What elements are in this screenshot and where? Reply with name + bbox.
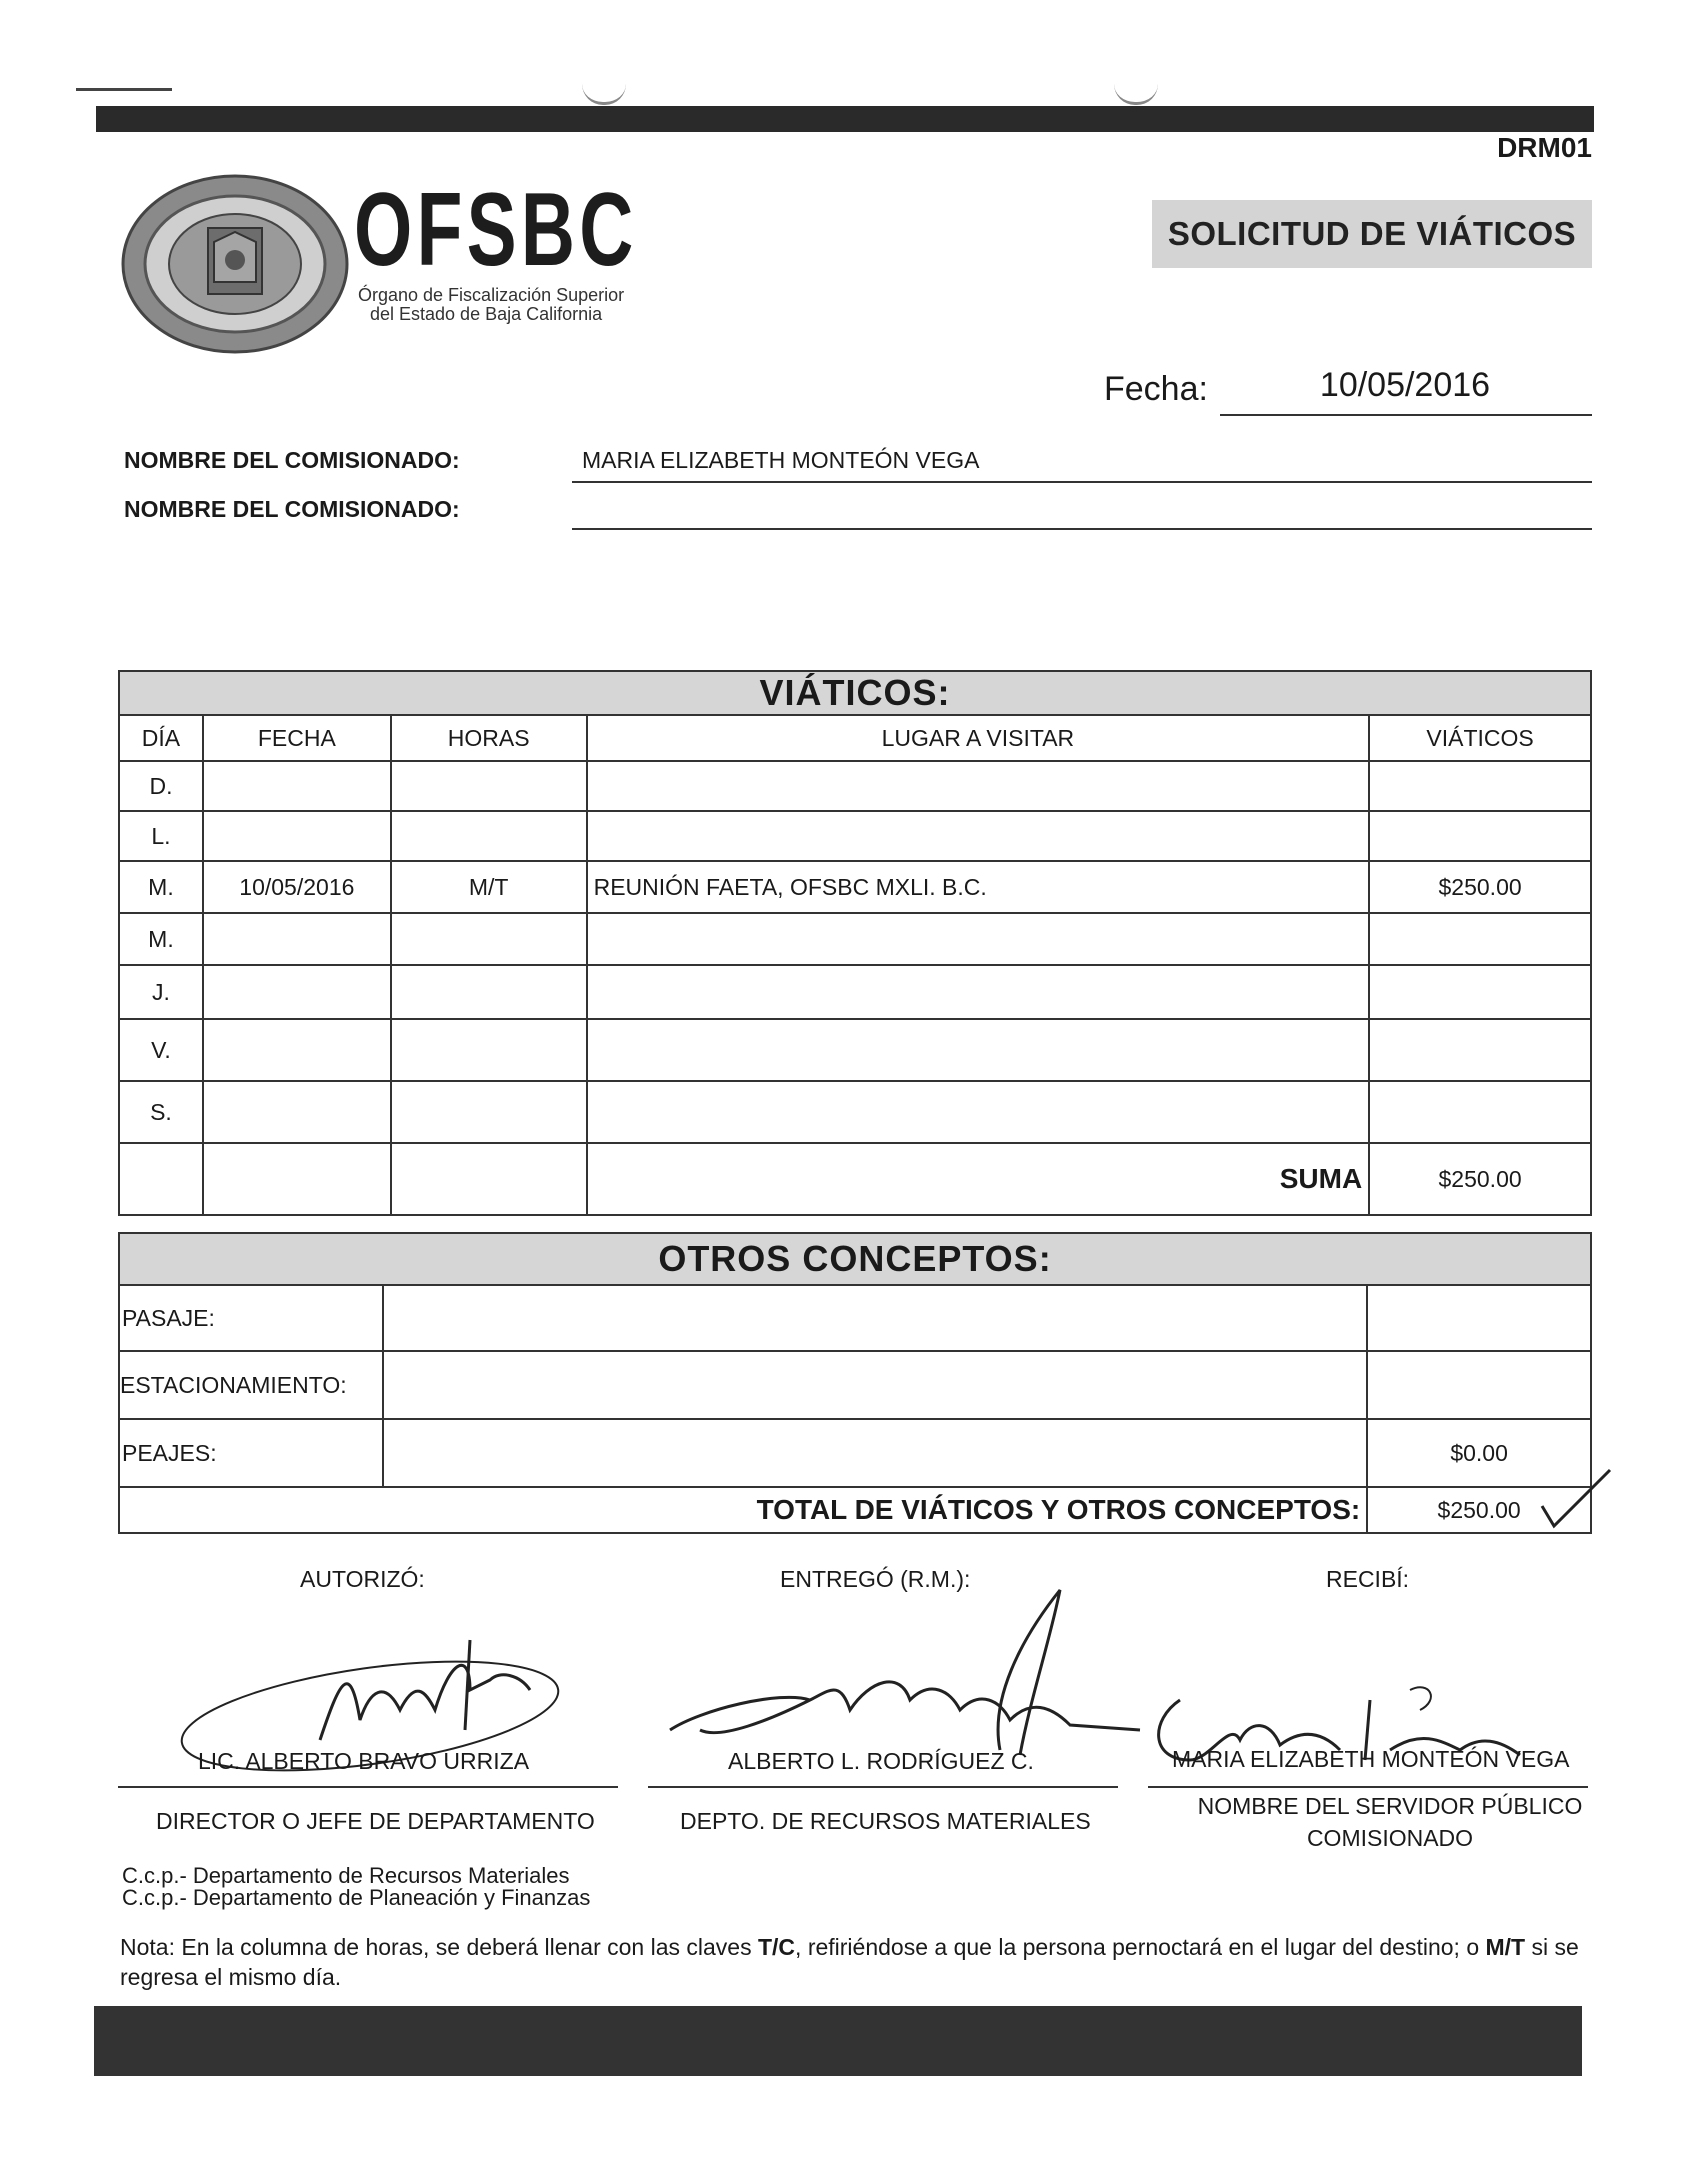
table-row — [119, 965, 1591, 1019]
viaticos-band-title: VIÁTICOS: — [119, 671, 1591, 715]
comisionado-1-line — [572, 481, 1592, 483]
cell-horas — [391, 811, 587, 861]
cell-lugar: REUNIÓN FAETA, OFSBC MXLI. B.C. — [587, 861, 1370, 913]
suma-empty-cell — [391, 1143, 587, 1215]
concepto-value: $0.00 — [1367, 1419, 1591, 1487]
entrego-label: ENTREGÓ (R.M.): — [780, 1566, 971, 1592]
cell-fecha — [203, 1081, 391, 1143]
col-header-lugar: LUGAR A VISITAR — [587, 715, 1370, 761]
total-label: TOTAL DE VIÁTICOS Y OTROS CONCEPTOS: — [119, 1487, 1367, 1533]
viaticos-band-row — [119, 671, 1591, 715]
cell-fecha — [203, 913, 391, 965]
form-title: SOLICITUD DE VIÁTICOS — [1152, 200, 1592, 268]
cell-horas — [391, 1081, 587, 1143]
cell-lugar — [587, 1081, 1370, 1143]
cell-lugar — [587, 811, 1370, 861]
cell-fecha: 10/05/2016 — [203, 861, 391, 913]
seal-logo-icon — [118, 172, 352, 356]
table-row — [119, 1285, 1591, 1351]
cell-horas: M/T — [391, 861, 587, 913]
table-row — [119, 861, 1591, 913]
otros-conceptos-table — [118, 1232, 1592, 1534]
suma-row — [119, 1143, 1591, 1215]
table-row — [119, 811, 1591, 861]
col-header-fecha: FECHA — [203, 715, 391, 761]
recibi-label: RECIBÍ: — [1326, 1566, 1410, 1592]
cell-lugar — [587, 913, 1370, 965]
table-row — [119, 761, 1591, 811]
cell-viaticos — [1369, 1019, 1591, 1081]
autorizo-label: AUTORIZÓ: — [300, 1566, 425, 1592]
cell-viaticos: $250.00 — [1369, 861, 1591, 913]
table-row — [119, 1081, 1591, 1143]
cell-dia: M. — [119, 861, 203, 913]
ccp-item: C.c.p.- Departamento de Recursos Materiales — [122, 1863, 570, 1888]
col-header-dia: DÍA — [119, 715, 203, 761]
top-bar — [96, 106, 1594, 132]
concepto-empty-cell — [383, 1285, 1367, 1351]
concepto-label: ESTACIONAMIENTO: — [119, 1351, 383, 1419]
entrego-signature-line — [648, 1786, 1118, 1788]
ccp-item: C.c.p.- Departamento de Planeación y Finanzas — [122, 1885, 591, 1910]
punch-hole-mark — [582, 84, 626, 105]
form-code: DRM01 — [1497, 132, 1592, 163]
note-suffix: si se regresa el mismo día. — [120, 1934, 1579, 1990]
concepto-value — [1367, 1285, 1591, 1351]
cell-fecha — [203, 761, 391, 811]
otros-band-row — [119, 1233, 1591, 1285]
autorizo-title: DIRECTOR O JEFE DE DEPARTAMENTO — [156, 1808, 595, 1834]
otros-band-title: OTROS CONCEPTOS: — [119, 1233, 1591, 1285]
logo-subtitle-line-1: Órgano de Fiscalización Superior — [358, 285, 625, 305]
cell-dia: S. — [119, 1081, 203, 1143]
note-code-mt: M/T — [1485, 1934, 1526, 1960]
cell-fecha — [203, 1019, 391, 1081]
total-value: $250.00 — [1367, 1487, 1591, 1533]
logo-subtitle-line-2: del Estado de Baja California — [370, 304, 603, 324]
cell-dia: M. — [119, 913, 203, 965]
comisionado-1-label: NOMBRE DEL COMISIONADO: — [124, 447, 460, 473]
cell-horas — [391, 1019, 587, 1081]
recibi-title — [1180, 1790, 1600, 1854]
fecha-label: Fecha: — [1104, 370, 1208, 408]
cell-dia: J. — [119, 965, 203, 1019]
cell-dia: V. — [119, 1019, 203, 1081]
concepto-value — [1367, 1351, 1591, 1419]
concepto-empty-cell — [383, 1419, 1367, 1487]
cell-fecha — [203, 965, 391, 1019]
viaticos-table — [118, 670, 1592, 1216]
cell-horas — [391, 913, 587, 965]
scan-mark — [76, 88, 172, 91]
cell-viaticos — [1369, 761, 1591, 811]
concepto-label: PEAJES: — [119, 1419, 383, 1487]
cell-viaticos — [1369, 965, 1591, 1019]
cell-dia: D. — [119, 761, 203, 811]
cell-viaticos — [1369, 811, 1591, 861]
suma-empty-cell — [119, 1143, 203, 1215]
cell-horas — [391, 965, 587, 1019]
table-row — [119, 1019, 1591, 1081]
table-row — [119, 1419, 1591, 1487]
note-prefix: Nota: En la columna de horas, se deberá llenar con las claves — [120, 1934, 758, 1960]
col-header-viaticos: VIÁTICOS — [1369, 715, 1591, 761]
recibi-title-line-1: NOMBRE DEL SERVIDOR PÚBLICO — [1197, 1793, 1583, 1819]
comisionado-1-value: MARIA ELIZABETH MONTEÓN VEGA — [582, 447, 980, 473]
fecha-value: 10/05/2016 — [1319, 366, 1491, 404]
cell-fecha — [203, 811, 391, 861]
autorizo-signature-line — [118, 1786, 618, 1788]
cell-lugar — [587, 761, 1370, 811]
footnote — [120, 1932, 1580, 1992]
entrego-name: ALBERTO L. RODRÍGUEZ C. — [728, 1748, 1034, 1774]
cell-viaticos — [1369, 913, 1591, 965]
cell-viaticos — [1369, 1081, 1591, 1143]
entrego-title: DEPTO. DE RECURSOS MATERIALES — [680, 1808, 1091, 1834]
comisionado-2-line — [572, 528, 1592, 530]
punch-hole-mark — [1114, 84, 1158, 105]
table-row — [119, 1351, 1591, 1419]
checkmark-icon — [1536, 1466, 1616, 1532]
cell-lugar — [587, 1019, 1370, 1081]
logo-wordmark: OFSBC — [354, 172, 638, 288]
cell-lugar — [587, 965, 1370, 1019]
concepto-empty-cell — [383, 1351, 1367, 1419]
col-header-horas: HORAS — [391, 715, 587, 761]
table-row — [119, 913, 1591, 965]
recibi-title-line-2: COMISIONADO — [1306, 1825, 1474, 1851]
concepto-label: PASAJE: — [119, 1285, 383, 1351]
comisionado-2-label: NOMBRE DEL COMISIONADO: — [124, 496, 460, 522]
suma-value: $250.00 — [1369, 1143, 1591, 1215]
bottom-bar — [94, 2006, 1582, 2076]
logo-subtitle — [358, 286, 624, 324]
viaticos-header-row — [119, 715, 1591, 761]
total-row — [119, 1487, 1591, 1533]
note-code-tc: T/C — [757, 1934, 796, 1960]
cell-horas — [391, 761, 587, 811]
autorizo-name: LIC. ALBERTO BRAVO URRIZA — [198, 1748, 530, 1774]
note-middle: , refiriéndose a que la persona pernoctará en el lugar del destino; o — [795, 1934, 1486, 1960]
suma-label: SUMA — [587, 1143, 1370, 1215]
ccp-list — [122, 1865, 590, 1909]
recibi-signature-line — [1148, 1786, 1588, 1788]
cell-dia: L. — [119, 811, 203, 861]
suma-empty-cell — [203, 1143, 391, 1215]
fecha-line — [1220, 414, 1592, 416]
recibi-name: MARIA ELIZABETH MONTEÓN VEGA — [1172, 1746, 1570, 1772]
signature-entrego-icon — [660, 1580, 1160, 1770]
